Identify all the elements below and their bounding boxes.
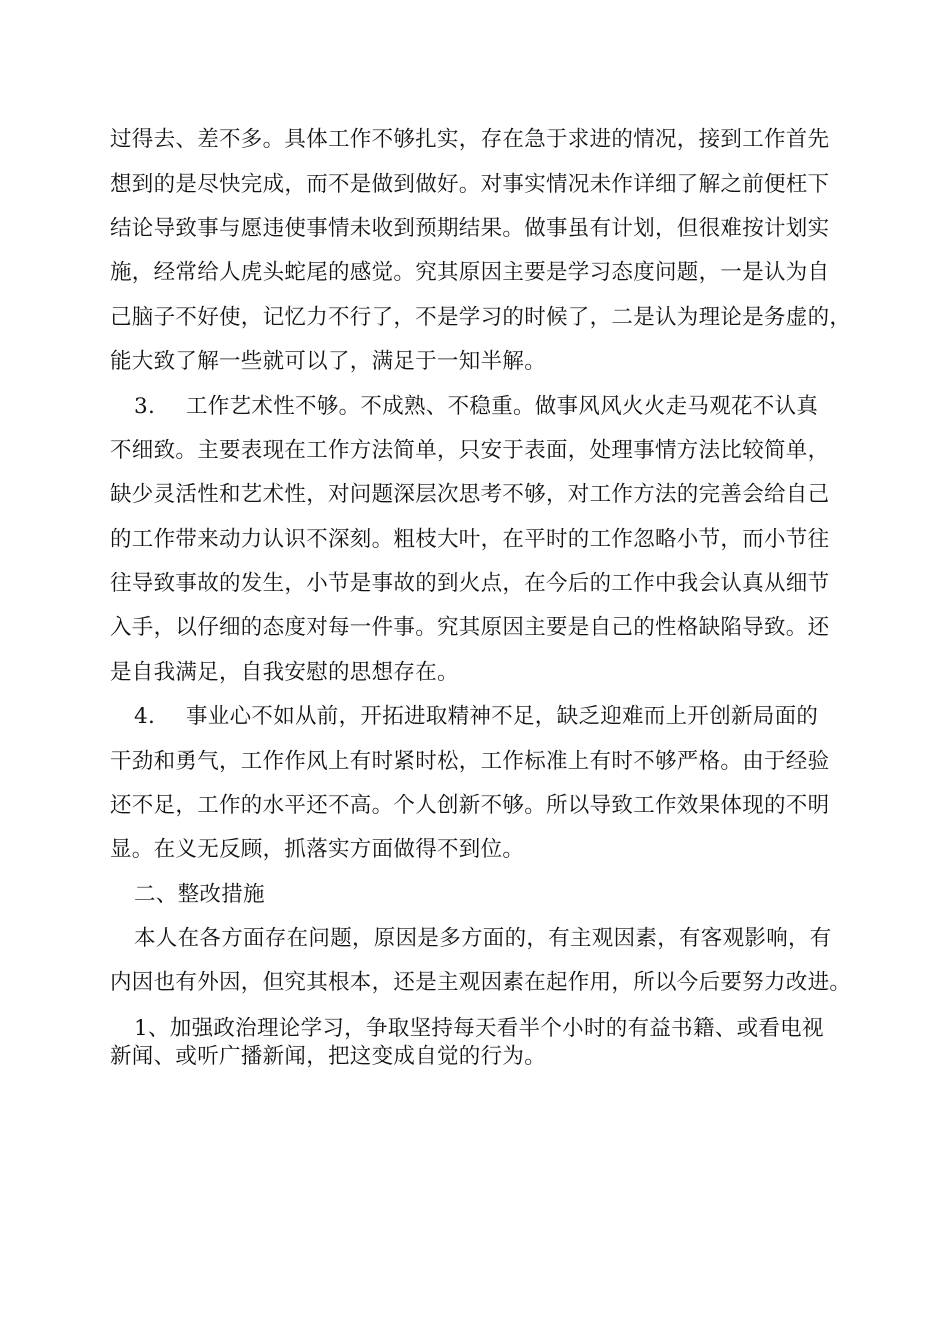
list-number: 3. bbox=[134, 394, 156, 419]
paragraph-line: 的工作带来动力认识不深刻。粗枝大叶，在平时的工作忽略小节，而小节往 bbox=[110, 527, 830, 552]
paragraph-line: 显。在义无反顾，抓落实方面做得不到位。 bbox=[110, 837, 525, 862]
paragraph-line: 己脑子不好使，记忆力不行了，不是学习的时候了，二是认为理论是务虚的， bbox=[110, 305, 852, 330]
paragraph-line: 想到的是尽快完成，而不是做到做好。对事实情况未作详细了解之前便枉下 bbox=[110, 172, 830, 197]
paragraph-line: 能大致了解一些就可以了，满足于一知半解。 bbox=[110, 349, 547, 374]
paragraph-line: 往导致事故的发生，小节是事故的到火点，在今后的工作中我会认真从细节 bbox=[110, 571, 830, 596]
list-item-text: 事业心不如从前，开拓进取精神不足，缺乏迎难而上开创新局面的 bbox=[186, 704, 819, 729]
paragraph-line: 内因也有外因，但究其根本，还是主观因素在起作用，所以今后要努力改进。 bbox=[110, 970, 852, 995]
paragraph-line: 不细致。主要表现在工作方法简单，只安于表面，处理事情方法比较简单， bbox=[110, 438, 830, 463]
list-item-3-first-line bbox=[134, 392, 818, 422]
paragraph-line: 是自我满足，自我安慰的思想存在。 bbox=[110, 660, 459, 685]
list-item-4-first-line bbox=[134, 702, 818, 732]
measure-line: 新闻、或听广播新闻，把这变成自觉的行为。 bbox=[110, 1044, 547, 1069]
paragraph-line: 本人在各方面存在问题，原因是多方面的，有主观因素，有客观影响，有 bbox=[134, 926, 832, 951]
paragraph-line: 干劲和勇气，工作作风上有时紧时松，工作标准上有时不够严格。由于经验 bbox=[110, 749, 830, 774]
list-number: 4. bbox=[134, 704, 156, 729]
paragraph-line: 入手，以仔细的态度对每一件事。究其原因主要是自己的性格缺陷导致。还 bbox=[110, 615, 830, 640]
paragraph-line: 施，经常给人虎头蛇尾的感觉。究其原因主要是学习态度问题，一是认为自 bbox=[110, 260, 830, 285]
section-heading: 二、整改措施 bbox=[134, 882, 265, 907]
paragraph-line: 缺少灵活性和艺术性，对问题深层次思考不够，对工作方法的完善会给自己 bbox=[110, 482, 830, 507]
paragraph-line: 还不足，工作的水平还不高。个人创新不够。所以导致工作效果体现的不明 bbox=[110, 793, 830, 818]
measure-line: 1、加强政治理论学习，争取坚持每天看半个小时的有益书籍、或看电视 bbox=[134, 1016, 824, 1041]
paragraph-line: 结论导致事与愿违使事情未收到预期结果。做事虽有计划，但很难按计划实 bbox=[110, 216, 830, 241]
paragraph-line: 过得去、差不多。具体工作不够扎实，存在急于求进的情况，接到工作首先 bbox=[110, 127, 830, 152]
list-item-text: 工作艺术性不够。不成熟、不稳重。做事风风火火走马观花不认真 bbox=[186, 394, 819, 419]
